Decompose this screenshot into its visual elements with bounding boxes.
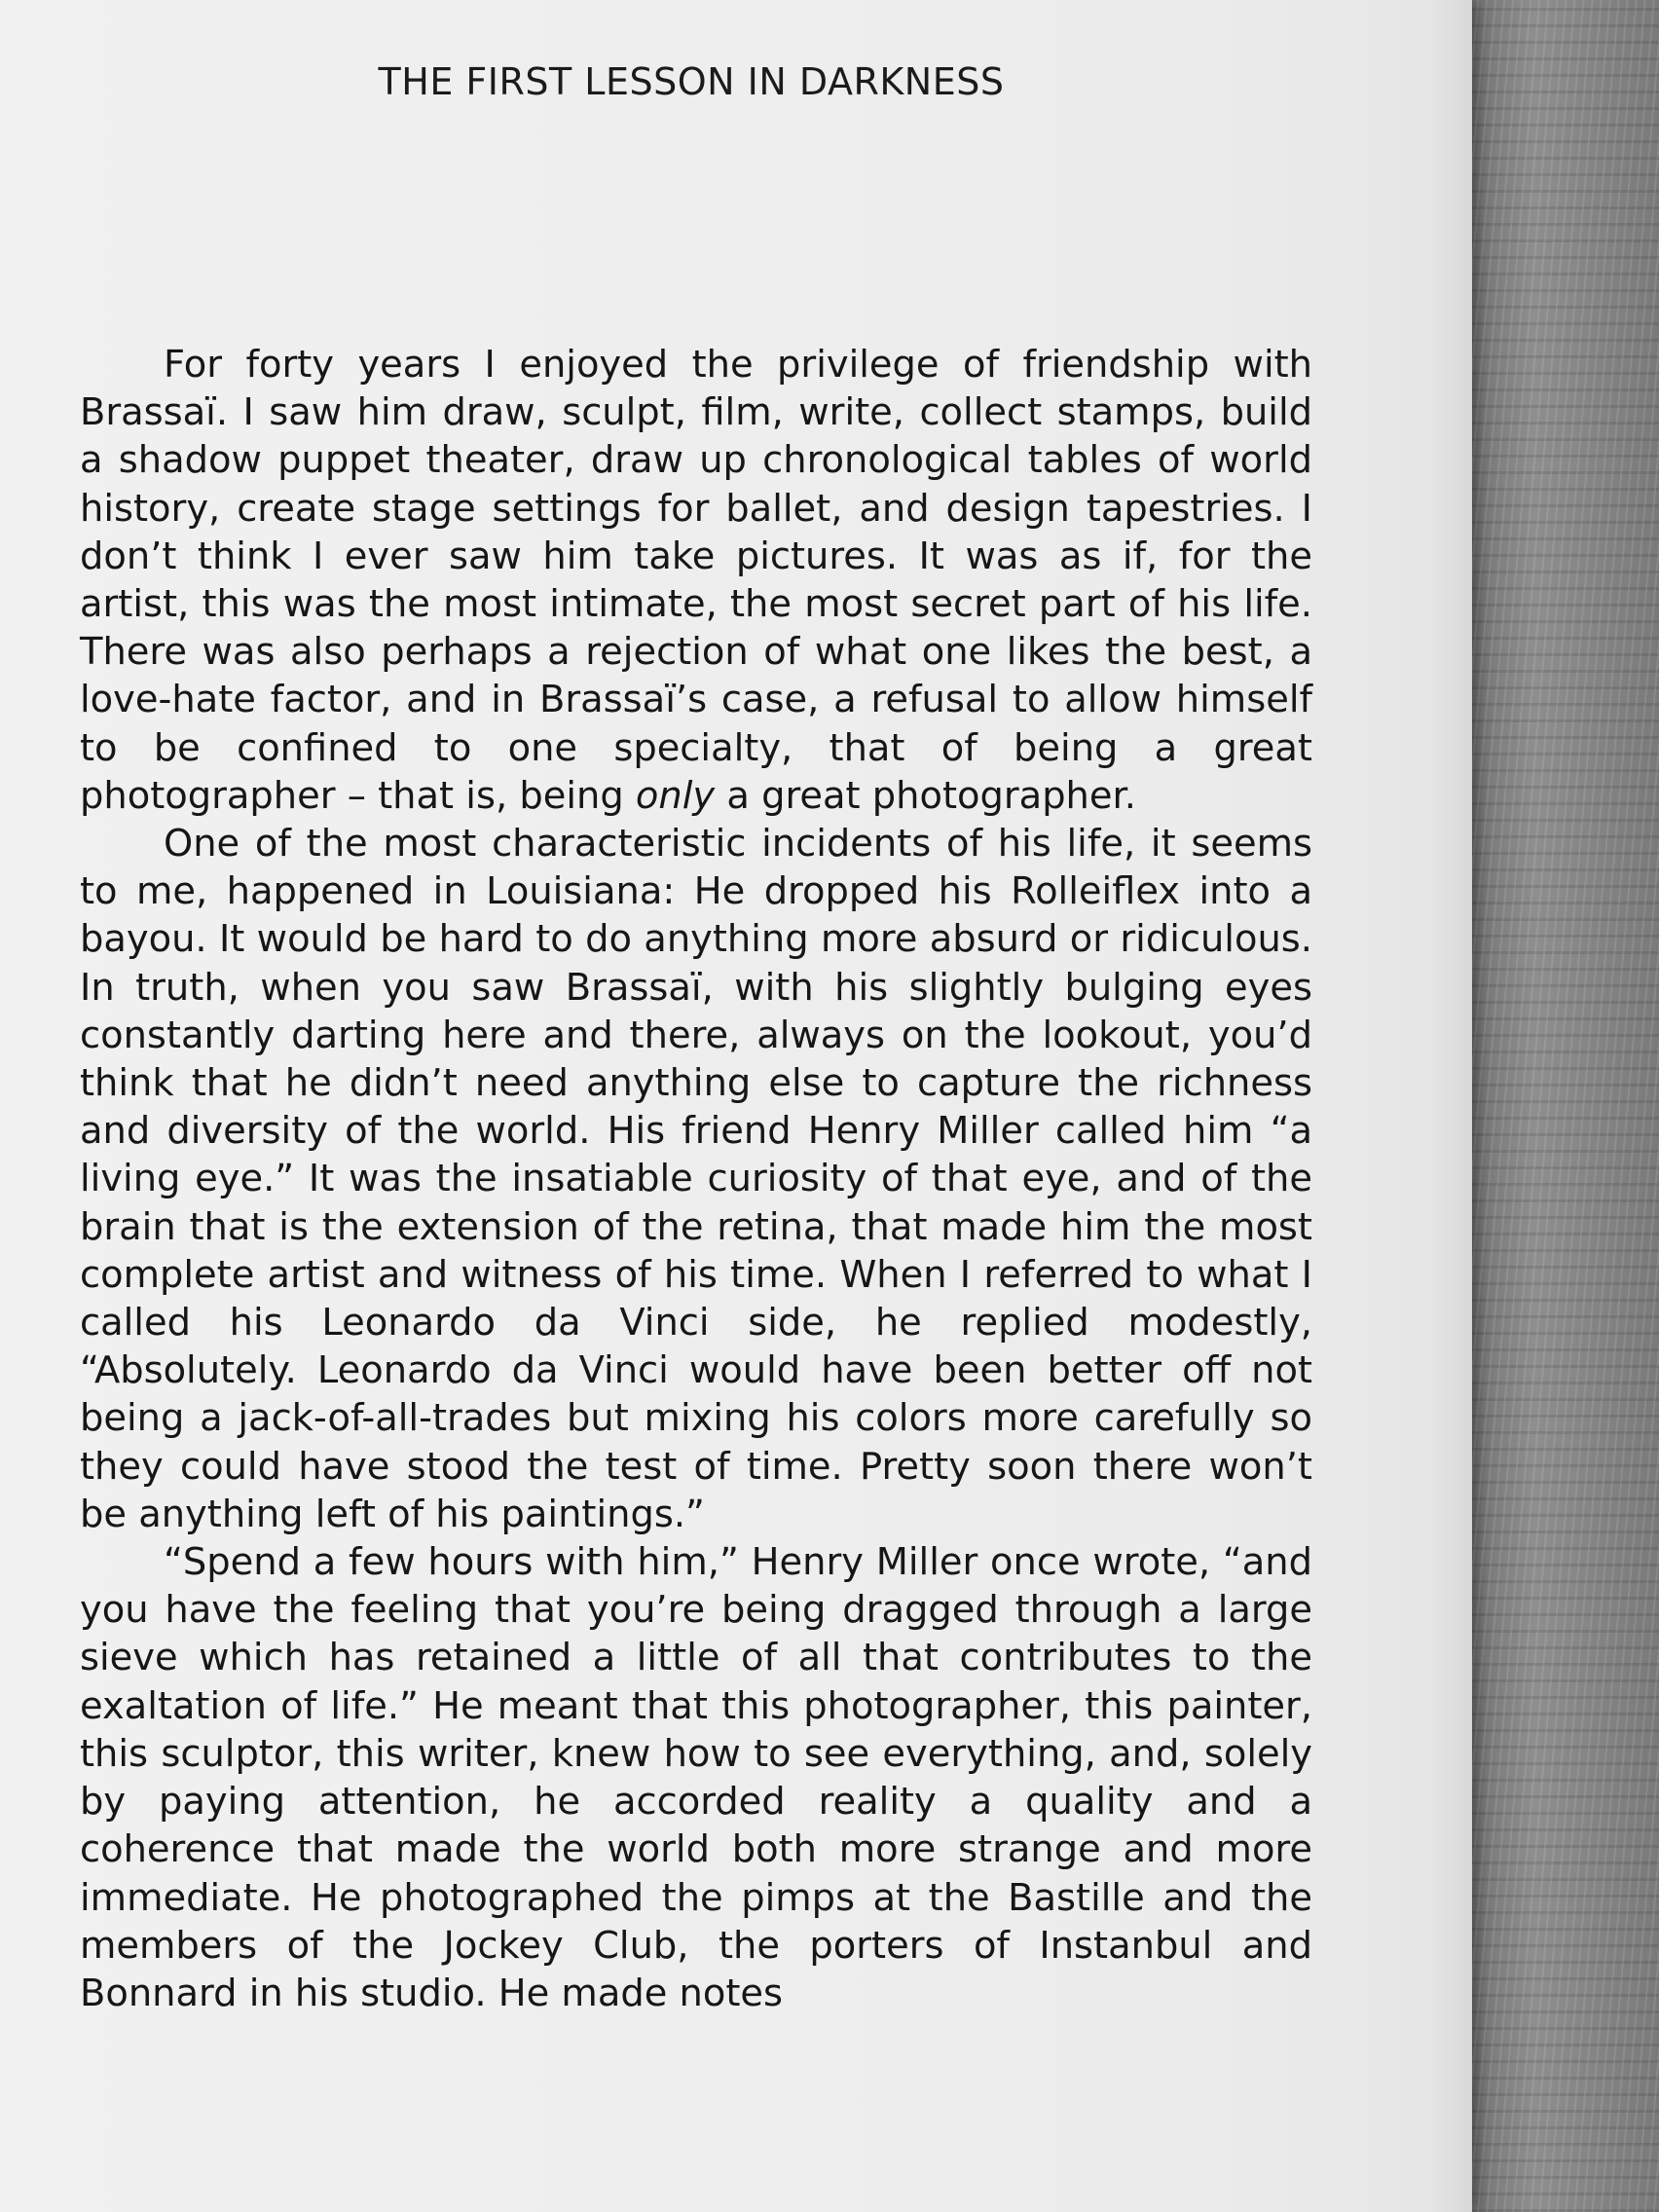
paragraph-1-ending: a great photographer. [715, 773, 1136, 818]
body-text [80, 341, 1312, 2017]
background-surface [1451, 0, 1659, 2212]
paragraph-1-italic-word: only [635, 773, 716, 818]
paragraph-2 [80, 820, 1312, 1538]
paragraph-2-text: One of the most characteristic incidents of his life, it seems to me, happened in Louisiana: He dropped his Rolleiflex into a bayou. It would be hard to do anything more absurd or ridiculous. In truth, when you saw Brassaï, with his slightly bulging eyes constantly darting here and there, always on the lookout, you’d think that he didn’t need anything else to capture the richness and diversity of the world. His friend Henry Miller called him “a living eye.” It was the insatiable curiosity of that eye, and of the brain that is the extension of the retina, that made him the most complete artist and witness of his time. When I referred to what I called his Leonardo da Vinci side, he replied modestly, “Absolutely. Leonardo da Vinci would have been better off not being a jack-of-all-trades but mixing his colors more carefully so they could have stood the test of time. Pretty soon there won’t be anything left of his paintings.” [80, 822, 1312, 1536]
paragraph-3 [80, 1538, 1312, 2017]
paragraph-1-text: For forty years I enjoyed the privilege of friendship with Brassaï. I saw him draw, sculpt, film, write, collect stamps, build a shadow puppet theater, draw up chronological tables of world history, create stage settings for ballet, and design tapestries. I don’t think I ever saw him take pictures. It was as if, for the artist, this was the most intimate, the most secret part of his life. There was also perhaps a rejection of what one likes the best, a love-hate factor, and in Brassaï’s case, a refusal to allow himself to be confined to one specialty, that of being a great photographer – that is, being [80, 343, 1312, 818]
running-head: THE FIRST LESSON IN DARKNESS [378, 60, 1005, 103]
paragraph-3-text: “Spend a few hours with him,” Henry Miller once wrote, “and you have the feeling that you’re being dragged through a large sieve which has retained a little of all that contributes to the exaltation of life.” He meant that this photographer, this painter, this sculptor, this writer, knew how to see everything, and, solely by paying attention, he accorded reality a quality and a coherence that made the world both more strange and more immediate. He photographed the pimps at the Bastille and the members of the Jockey Club, the porters of Instanbul and Bonnard in his studio. He made notes [80, 1540, 1312, 2015]
paragraph-1 [80, 341, 1312, 820]
